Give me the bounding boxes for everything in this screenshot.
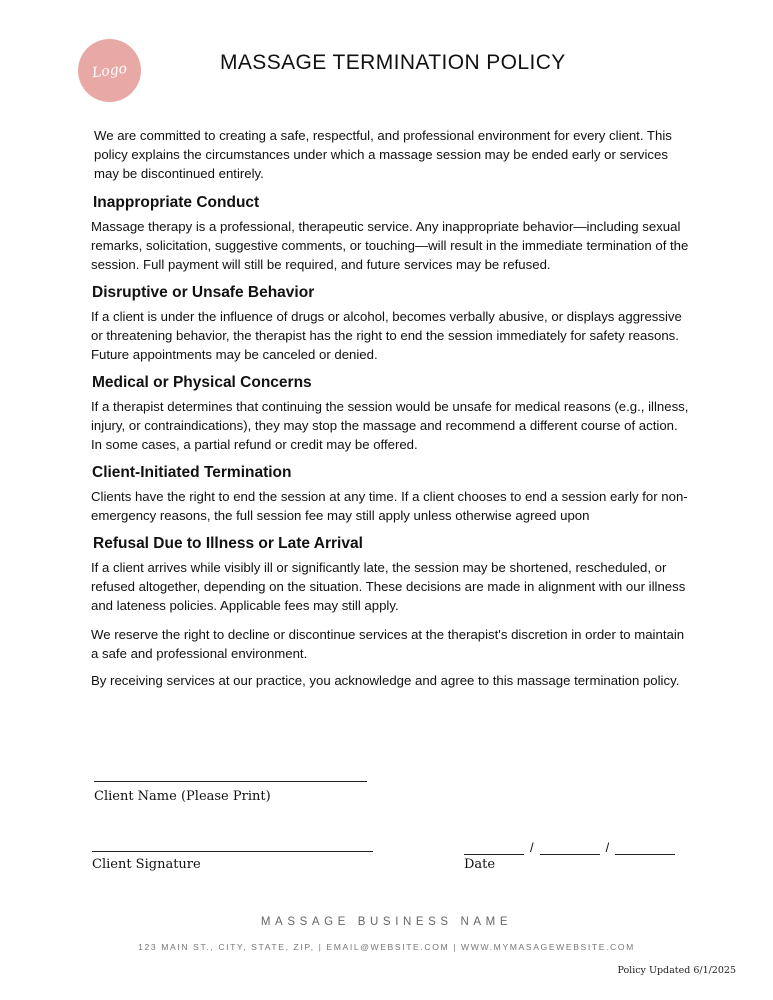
page-title-text: MASSAGE TERMINATION POLICY <box>220 51 566 74</box>
date-year-blank[interactable] <box>615 841 675 855</box>
client-name-line[interactable] <box>94 781 367 782</box>
date-day-blank[interactable] <box>540 841 600 855</box>
date-separator: / <box>605 840 610 855</box>
client-signature-line[interactable] <box>92 851 373 852</box>
contact-info: 123 MAIN ST., CITY, STATE, ZIP, | EMAIL@WEBSITE.COM | WWW.MYMASAGEWEBSITE.COM <box>138 942 635 952</box>
section-heading-medical-concerns: Medical or Physical Concerns <box>92 374 312 391</box>
policy-updated-date: Policy Updated 6/1/2025 <box>617 965 736 976</box>
section-body-client-initiated: Clients have the right to end the session at any time. If a client chooses to end a session early for non-emergency reasons, the full session fee may still apply unless otherwise agreed upon <box>91 489 688 523</box>
section-heading-refusal: Refusal Due to Illness or Late Arrival <box>93 535 363 552</box>
date-month-blank[interactable] <box>464 841 524 855</box>
date-label: Date <box>464 857 496 872</box>
date-field[interactable] <box>464 840 675 855</box>
section-heading-inappropriate-conduct: Inappropriate Conduct <box>93 194 260 211</box>
client-signature-label: Client Signature <box>92 857 201 872</box>
client-name-label: Client Name (Please Print) <box>94 789 271 804</box>
section-body-refusal: If a client arrives while visibly ill or significantly late, the session may be shortened, rescheduled, or refused altogether, depending on the situation. These decisions are made in alignment with our illness and lateness policies. Applicable fees may still apply. <box>91 560 686 613</box>
logo <box>78 39 141 102</box>
logo-text: Logo <box>90 60 129 81</box>
section-body-disruptive-behavior: If a client is under the influence of drugs or alcohol, becomes verbally abusive, or displays aggressive or threatening behavior, the therapist has the right to end the session immediately for safety reasons. Future appointments may be canceled or denied. <box>91 309 682 362</box>
closing-paragraph-reserve: We reserve the right to decline or discontinue services at the therapist's discretion in order to maintain a safe and professional environment. <box>91 627 685 661</box>
section-heading-disruptive-behavior: Disruptive or Unsafe Behavior <box>92 284 315 301</box>
section-heading-client-initiated: Client-Initiated Termination <box>92 464 292 481</box>
closing-paragraph-acknowledge: By receiving services at our practice, you acknowledge and agree to this massage termination policy. <box>91 673 680 688</box>
section-body-medical-concerns: If a therapist determines that continuing the session would be unsafe for medical reasons (e.g., illness, injury, or contraindications), they may stop the massage and recommend a different course of action. In some cases, a partial refund or credit may be offered. <box>91 399 689 452</box>
date-separator: / <box>530 840 534 855</box>
business-name: MASSAGE BUSINESS NAME <box>260 916 513 928</box>
section-body-inappropriate-conduct: Massage therapy is a professional, therapeutic service. Any inappropriate behavior—including sexual remarks, solicitation, suggestive comments, or touching—will result in the immediate termination of the session. Full payment will still be required, and future services may be refused. <box>91 219 689 272</box>
policy-content <box>91 126 691 690</box>
intro-paragraph: We are committed to creating a safe, respectful, and professional environment for every client. This policy explains the circumstances under which a massage session may be ended early or services may be discontinued entirely. <box>94 128 672 181</box>
